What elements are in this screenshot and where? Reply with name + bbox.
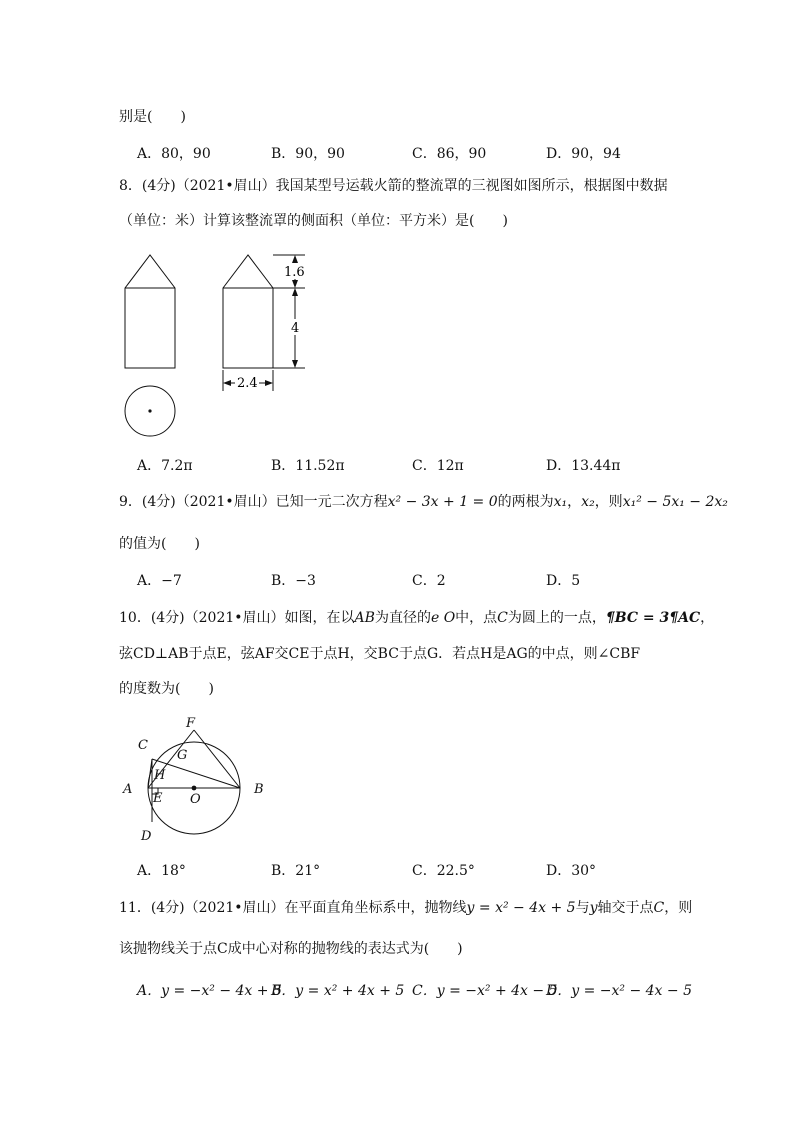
- q11-stem-line1: [119, 899, 692, 917]
- dim-roof-height: 1.6: [284, 265, 305, 280]
- label-a: A: [123, 782, 133, 797]
- q10-circle: e O: [430, 610, 456, 626]
- q9-mid: 的两根为: [497, 494, 554, 510]
- label-e: E: [153, 791, 163, 806]
- label-o: O: [190, 792, 201, 807]
- label-c: C: [138, 738, 148, 753]
- label-d: D: [141, 829, 152, 844]
- q9-equation: x² − 3x + 1 = 0: [387, 494, 498, 510]
- q10-stem-line1: [119, 609, 714, 627]
- q9-option-b: B．−3: [271, 573, 316, 589]
- segment-fb: [194, 730, 240, 788]
- label-b: B: [254, 782, 264, 797]
- q8-option-d: D．13.44π: [546, 458, 621, 474]
- q10-option-d: D．30°: [546, 863, 597, 879]
- q10-text-a: 10．(4分)（2021•眉山）如图，在以: [119, 610, 355, 626]
- q9-option-d: D．5: [546, 573, 581, 589]
- q8-option-c: C．12π: [412, 458, 464, 474]
- q10-arc-relation: ¶BC = 3¶AC: [605, 610, 701, 626]
- q11-yaxis: y: [589, 900, 598, 916]
- q11-point-c: C: [653, 900, 665, 916]
- q11-option-c: C．y = −x² + 4x − 5: [412, 983, 558, 999]
- q8-option-a: A．7.2π: [137, 458, 193, 474]
- q8-stem-line1: 8．(4分)（2021•眉山）我国某型号运载火箭的整流罩的三视图如图所示，根据图中数据: [119, 178, 668, 194]
- q11-text-d: ，则: [664, 900, 693, 916]
- q10-point-c: C: [497, 610, 508, 626]
- q9-then: ，则: [594, 494, 623, 510]
- q10-text-d: 为圆上的一点，: [507, 610, 606, 626]
- q9-option-c: C．2: [412, 573, 446, 589]
- q9-root2: x₂: [581, 494, 595, 510]
- q7-tail: 别是( ): [119, 109, 186, 125]
- q8-stem-line2: （单位：米）计算该整流罩的侧面积（单位：平方米）是( ): [119, 213, 508, 229]
- dim-width: 2.4: [237, 376, 258, 391]
- q10-circle-figure: [115, 712, 275, 852]
- q11-text-a: 11．(4分)（2021•眉山）在平面直角坐标系中，抛物线: [119, 900, 467, 916]
- q11-parabola: y = x² − 4x + 5: [466, 900, 576, 916]
- q7-option-b: B．90，90: [271, 146, 345, 162]
- label-f: F: [186, 716, 196, 731]
- q10-text-b: 为直径的: [374, 610, 431, 626]
- q11-text-c: 轴交于点: [597, 900, 654, 916]
- q11-text-b: 与: [575, 900, 590, 916]
- q10-option-b: B．21°: [271, 863, 321, 879]
- q10-option-a: A．18°: [137, 863, 186, 879]
- q10-ab: AB: [354, 610, 375, 626]
- q10-option-c: C．22.5°: [412, 863, 475, 879]
- q9-stem-line2: 的值为( ): [119, 536, 200, 552]
- q10-stem-line2: 弦CD⊥AB于点E，弦AF交CE于点H，交BC于点G．若点H是AG的中点，则∠CBF: [119, 646, 641, 662]
- q9-sep: ，: [567, 494, 582, 510]
- q11-option-d: D．y = −x² − 4x − 5: [546, 983, 692, 999]
- q10-stem-line3: 的度数为( ): [119, 681, 214, 697]
- q11-option-b: B．y = x² + 4x + 5: [271, 983, 405, 999]
- q9-root1: x₁: [553, 494, 568, 510]
- q8-option-b: B．11.52π: [271, 458, 345, 474]
- q11-option-a: A．y = −x² − 4x + 5: [137, 983, 282, 999]
- side-view: [223, 255, 273, 368]
- label-h: H: [154, 768, 166, 783]
- q7-option-a: A．80，90: [137, 146, 211, 162]
- q10-text-c: 中，点: [455, 610, 498, 626]
- q7-option-c: C．86，90: [412, 146, 487, 162]
- q11-stem-line2: 该抛物线关于点C成中心对称的抛物线的表达式为( ): [119, 941, 463, 957]
- q9-stem-line1: [119, 493, 728, 511]
- dim-body-height: 4: [291, 321, 300, 336]
- q9-option-a: A．−7: [137, 573, 182, 589]
- front-view: [125, 255, 175, 368]
- q8-three-view-figure: [115, 245, 325, 445]
- q9-prefix: 9．(4分)（2021•眉山）已知一元二次方程: [119, 494, 388, 510]
- q9-expression: x₁² − 5x₁ − 2x₂: [622, 494, 728, 510]
- label-g: G: [177, 748, 188, 763]
- q7-option-d: D．90，94: [546, 146, 621, 162]
- q10-text-e: ，: [700, 610, 715, 626]
